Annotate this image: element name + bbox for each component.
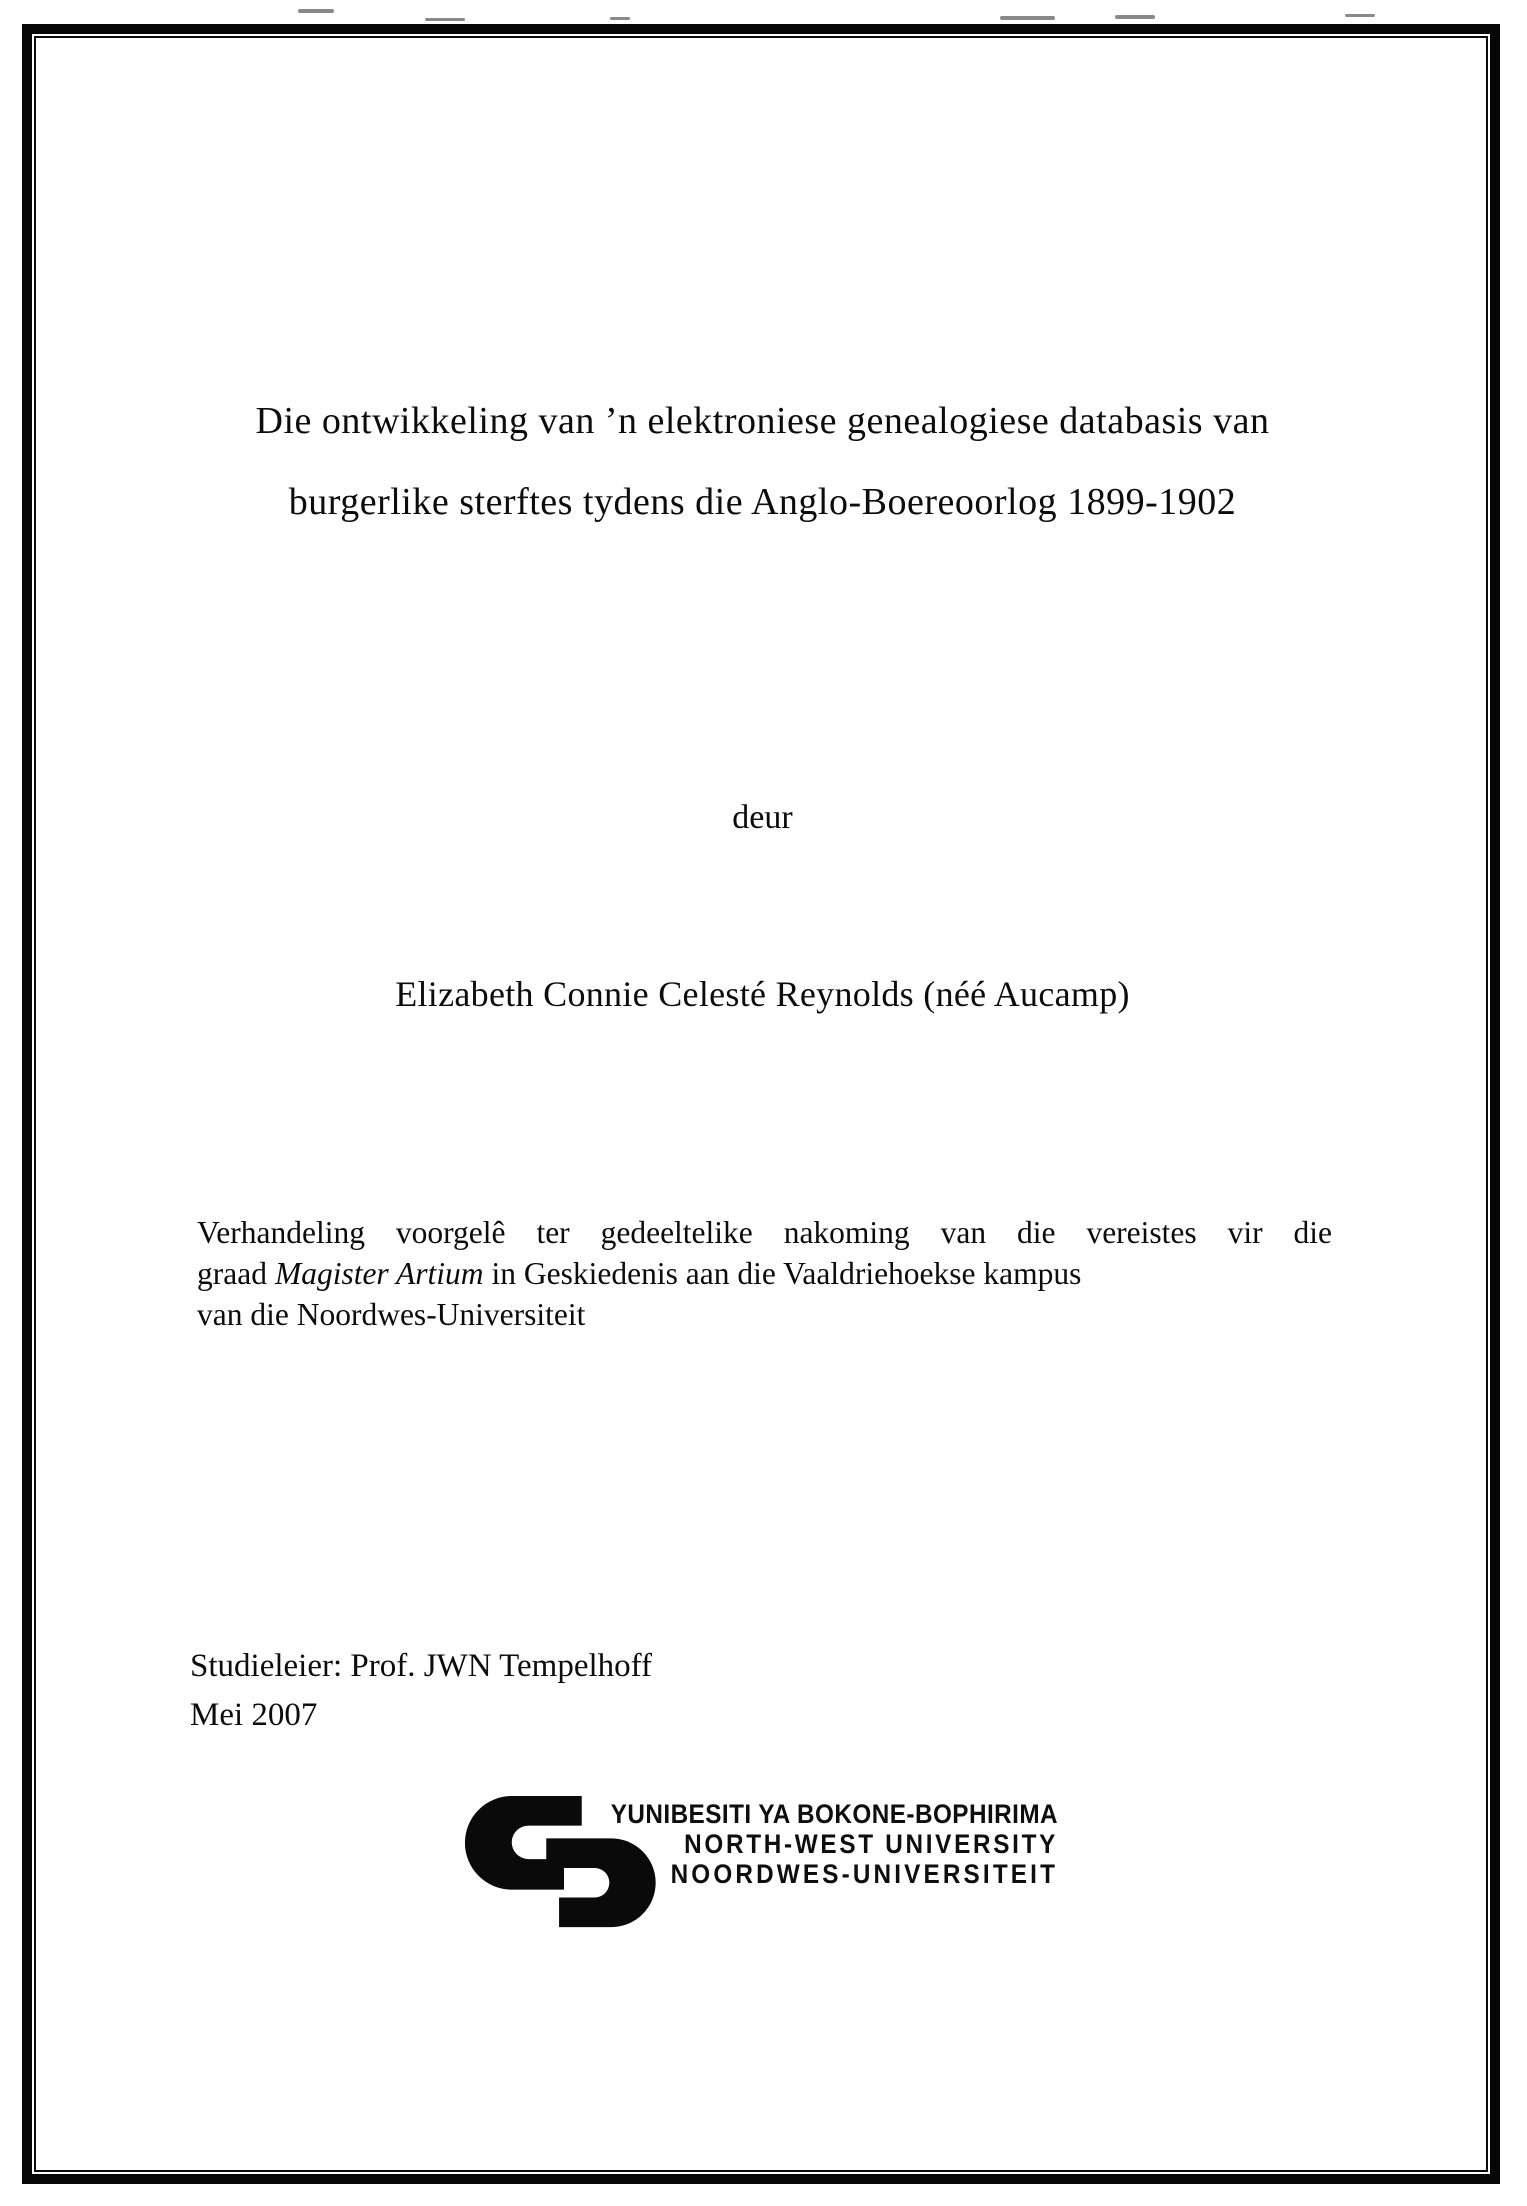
statement-line3: van die Noordwes-Universiteit xyxy=(197,1297,586,1332)
thesis-title-line2: burgerlike sterftes tydens die Anglo-Boereoorlog 1899-1902 xyxy=(288,481,1237,523)
scan-noise-dash xyxy=(425,18,465,21)
logo-text-afrikaans: NOORDWES-UNIVERSITEIT xyxy=(670,1859,1058,1889)
statement-line2 xyxy=(197,1253,1332,1294)
statement-line1: Verhandeling voorgelê ter gedeeltelike nakoming van die vereistes vir die xyxy=(197,1215,1332,1250)
supervisor-block xyxy=(190,1642,652,1740)
scan-noise-dash xyxy=(1115,15,1155,19)
statement-line2-suffix: in Geskiedenis aan die Vaaldriehoekse kampus xyxy=(491,1256,1082,1291)
date-line: Mei 2007 xyxy=(190,1697,318,1733)
university-logo-text xyxy=(611,1799,1058,1889)
statement-degree-italic: Magister Artium xyxy=(274,1256,484,1291)
author-name: Elizabeth Connie Celesté Reynolds (néé Aucamp) xyxy=(395,974,1130,1014)
thesis-title-line1: Die ontwikkeling van ’n elektroniese genealogiese databasis van xyxy=(255,400,1270,442)
submission-statement xyxy=(197,1212,1332,1335)
logo-text-english: NORTH-WEST UNIVERSITY xyxy=(684,1829,1058,1859)
logo-text-setswana: YUNIBESITI YA BOKONE-BOPHIRIMA xyxy=(610,1799,1058,1829)
scan-noise-dash xyxy=(610,17,630,20)
supervisor-line: Studieleier: Prof. JWN Tempelhoff xyxy=(190,1648,653,1684)
scan-noise-dash xyxy=(298,9,334,13)
thesis-title xyxy=(190,381,1335,543)
scan-noise-dash xyxy=(1345,14,1375,17)
scan-noise-dash xyxy=(1000,16,1055,20)
statement-line2-prefix: graad xyxy=(197,1256,267,1291)
byline-deur: deur xyxy=(732,799,793,836)
